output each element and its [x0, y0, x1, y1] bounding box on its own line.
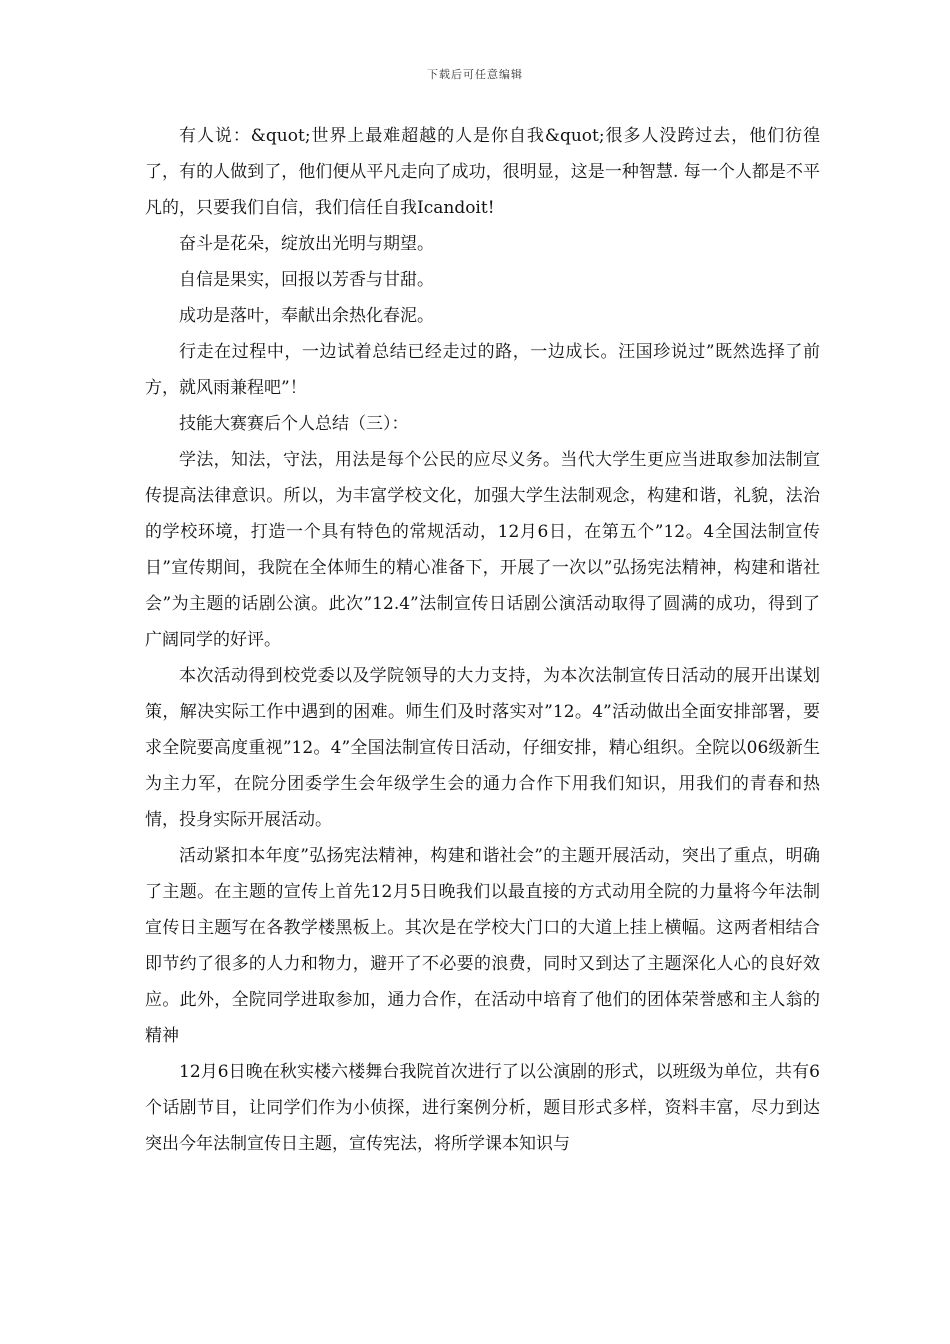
paragraph-1: 有人说：&quot;世界上最难超越的人是你自我&quot;很多人没跨过去，他们彷徨了，有的人做到了，他们便从平凡走向了成功，很明显，这是一种智慧. 每一个人都是不平凡的，只要我们自信，我们信任自我Icandoit!: [145, 126, 820, 218]
paragraph-10: 12月6日晚在秋实楼六楼舞台我院首次进行了以公演剧的形式，以班级为单位，共有6个话剧节目，让同学们作为小侦探，进行案例分析，题目形式多样，资料丰富，尽力到达突出今年法制宣传日主题，宣传宪法，将所学课本知识与: [145, 1062, 820, 1154]
paragraph-2: 奋斗是花朵，绽放出光明与期望。: [179, 234, 434, 254]
paragraph-9: 活动紧扣本年度”弘扬宪法精神，构建和谐社会”的主题开展活动，突出了重点，明确了主题。在主题的宣传上首先12月5日晚我们以最直接的方式动用全院的力量将今年法制宣传日主题写在各教学楼黑板上。其次是在学校大门口的大道上挂上横幅。这两者相结合即节约了很多的人力和物力，避开了不必要的浪费，同时又到达了主题深化人心的良好效应。此外，全院同学进取参加，通力合作，在活动中培育了他们的团体荣誉感和主人翁的精神: [145, 846, 820, 1046]
paragraph-5: 行走在过程中，一边试着总结已经走过的路，一边成长。汪国珍说过”既然选择了前方，就风雨兼程吧”！: [145, 342, 820, 398]
paragraph-4: 成功是落叶，奉献出余热化春泥。: [179, 306, 434, 326]
document-body: [145, 118, 820, 1162]
paragraph-3: 自信是果实，回报以芳香与甘甜。: [179, 270, 434, 290]
page-header: 下载后可任意编辑: [427, 68, 523, 81]
section-heading: 技能大赛赛后个人总结（三）：: [179, 414, 409, 434]
paragraph-8: 本次活动得到校党委以及学院领导的大力支持，为本次法制宣传日活动的展开出谋划策，解决实际工作中遇到的困难。师生们及时落实对”12。4”活动做出全面安排部署，要求全院要高度重视”12。4”全国法制宣传日活动，仔细安排，精心组织。全院以06级新生为主力军，在院分团委学生会年级学生会的通力合作下用我们知识，用我们的青春和热情，投身实际开展活动。: [145, 666, 820, 830]
paragraph-7: 学法，知法，守法，用法是每个公民的应尽义务。当代大学生更应当进取参加法制宣传提高法律意识。所以，为丰富学校文化，加强大学生法制观念，构建和谐，礼貌，法治的学校环境，打造一个具有特色的常规活动，12月6日，在第五个”12。4全国法制宣传日”宣传期间，我院在全体师生的精心准备下，开展了一次以”弘扬宪法精神，构建和谐社会”为主题的话剧公演。此次”12.4”法制宣传日话剧公演活动取得了圆满的成功，得到了广阔同学的好评。: [145, 450, 820, 650]
